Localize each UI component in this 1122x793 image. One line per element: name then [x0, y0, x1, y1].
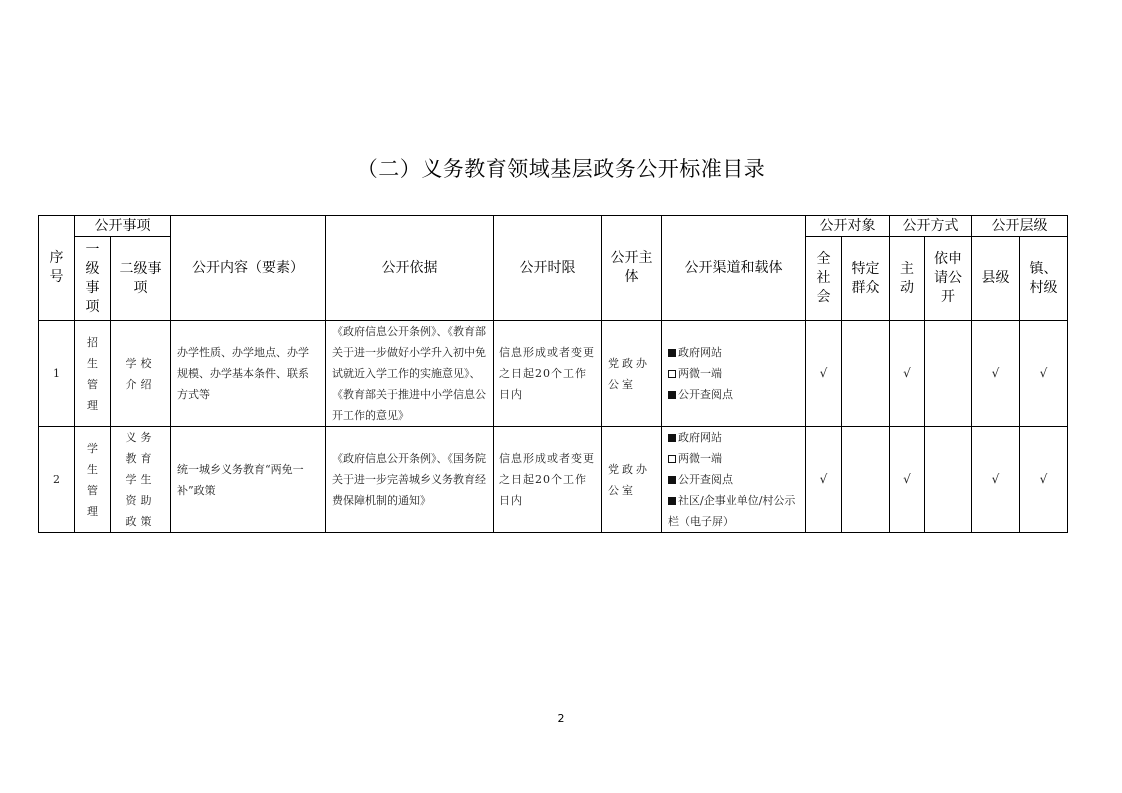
- header-method-active: 主动: [890, 237, 925, 321]
- standard-catalog-table: [38, 215, 1068, 533]
- row-method-request: [925, 427, 972, 533]
- header-level-county: 县级: [972, 237, 1020, 321]
- header-time-limit: 公开时限: [494, 216, 602, 321]
- row-subject: 党政办公室: [602, 321, 662, 427]
- row-time-limit: 信息形成或者变更之日起20个工作日内: [494, 321, 602, 427]
- row-channels: [662, 321, 806, 427]
- header-method-group: 公开方式: [890, 216, 972, 237]
- row-level1: 招生管理: [75, 321, 111, 427]
- hollow-square-icon: [668, 370, 676, 378]
- filled-square-icon: [668, 497, 676, 505]
- row-basis: 《政府信息公开条例》、《教育部关于进一步做好小学升入初中免试就近入学工作的实施意见》、《教育部关于推进中小学信息公开工作的意见》: [326, 321, 494, 427]
- header-channel: 公开渠道和载体: [662, 216, 806, 321]
- header-level-group: 公开层级: [972, 216, 1068, 237]
- row-method-active: √: [890, 427, 925, 533]
- row-content: 统一城乡义务教育“两免一补”政策: [171, 427, 326, 533]
- channel-item: 两微一端: [668, 448, 799, 469]
- header-basis: 公开依据: [326, 216, 494, 321]
- table-row: [39, 427, 1068, 533]
- filled-square-icon: [668, 476, 676, 484]
- filled-square-icon: [668, 434, 676, 442]
- header-level2: 二级事项: [111, 237, 171, 321]
- header-audience-group: 公开对象: [806, 216, 890, 237]
- channel-item: 公开查阅点: [668, 384, 799, 405]
- row-content: 办学性质、办学地点、办学规模、办学基本条件、联系方式等: [171, 321, 326, 427]
- row-basis: 《政府信息公开条例》、《国务院关于进一步完善城乡义务教育经费保障机制的通知》: [326, 427, 494, 533]
- row-audience-specific: [842, 427, 890, 533]
- row-level-county: √: [972, 321, 1020, 427]
- row-audience-all: √: [806, 427, 842, 533]
- header-content: 公开内容（要素）: [171, 216, 326, 321]
- row-method-active: √: [890, 321, 925, 427]
- channel-item: 公开查阅点: [668, 469, 799, 490]
- row-level1: 学生管理: [75, 427, 111, 533]
- page-number: 2: [557, 712, 565, 725]
- header-affairs-group: 公开事项: [75, 216, 171, 237]
- channel-item: 政府网站: [668, 342, 799, 363]
- table-row: [39, 321, 1068, 427]
- filled-square-icon: [668, 391, 676, 399]
- row-audience-all: √: [806, 321, 842, 427]
- row-level-county: √: [972, 427, 1020, 533]
- row-seq: 2: [39, 427, 75, 533]
- row-level2: 义务教育学生资助政策: [111, 427, 171, 533]
- hollow-square-icon: [668, 455, 676, 463]
- filled-square-icon: [668, 349, 676, 357]
- row-level-town: √: [1020, 321, 1068, 427]
- channel-item: 两微一端: [668, 363, 799, 384]
- header-audience-specific: 特定群众: [842, 237, 890, 321]
- header-level-town: 镇、村级: [1020, 237, 1068, 321]
- header-level1: 一级事项: [75, 237, 111, 321]
- header-subject: 公开主体: [602, 216, 662, 321]
- header-seq: 序号: [39, 216, 75, 321]
- channel-item: 政府网站: [668, 427, 799, 448]
- page-title: （二）义务教育领域基层政务公开标准目录: [356, 157, 766, 181]
- row-subject: 党政办公室: [602, 427, 662, 533]
- row-method-request: [925, 321, 972, 427]
- header-row-1: [39, 216, 1068, 237]
- row-seq: 1: [39, 321, 75, 427]
- row-channels: [662, 427, 806, 533]
- row-time-limit: 信息形成或者变更之日起20个工作日内: [494, 427, 602, 533]
- row-level2: 学校介绍: [111, 321, 171, 427]
- channel-item: 社区/企事业单位/村公示栏（电子屏）: [668, 494, 796, 528]
- header-audience-all: 全社会: [806, 237, 842, 321]
- row-level-town: √: [1020, 427, 1068, 533]
- header-method-request: 依申请公开: [925, 237, 972, 321]
- row-audience-specific: [842, 321, 890, 427]
